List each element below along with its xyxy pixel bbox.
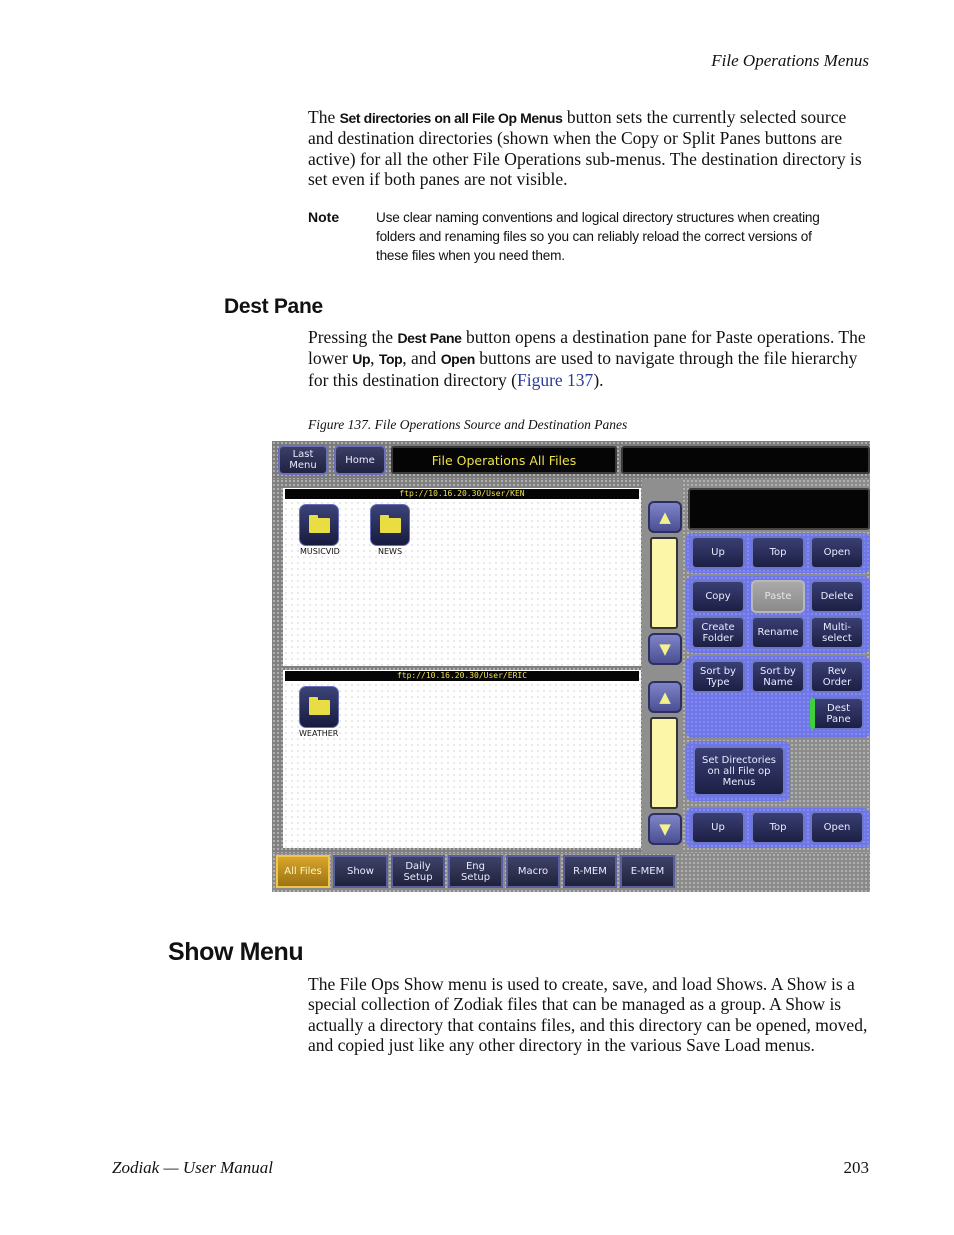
folder-icon[interactable]	[299, 686, 339, 728]
dest-pane-term: Dest Pane	[397, 330, 462, 346]
tab-eng-setup[interactable]: Eng Setup	[448, 855, 503, 888]
text: button opens a destination pane for Paste operations. The lower	[308, 327, 866, 369]
text: ).	[593, 369, 604, 390]
intro-text-rest: button sets the currently selected source and destination directories (shown when the Copy or Split Panes buttons are active) for all the other File Operations sub-menus. The destination directory is set even if both panes are not visible.	[308, 107, 862, 190]
sort-by-name-button[interactable]: Sort by Name	[751, 660, 805, 693]
folder-icon[interactable]	[370, 504, 410, 546]
figure-caption: Figure 137. File Operations Source and Destination Panes	[308, 417, 628, 432]
folder-label: MUSICVID	[300, 547, 340, 556]
dest-up-button[interactable]: Up	[691, 811, 745, 844]
status-display	[621, 446, 870, 474]
dest-pane-button[interactable]: Dest Pane	[810, 697, 864, 730]
rename-button[interactable]: Rename	[751, 616, 805, 649]
destination-path: ftp://10.16.20.30/User/ERIC	[285, 671, 639, 681]
page-number: 203	[843, 1158, 869, 1177]
set-directories-term: Set directories on all File Op Menus	[339, 110, 563, 126]
intro-text: The	[308, 107, 340, 127]
tab-r-mem[interactable]: R-MEM	[563, 855, 617, 888]
sort-by-type-button[interactable]: Sort by Type	[691, 660, 745, 693]
tab-e-mem[interactable]: E-MEM	[620, 855, 675, 888]
up-button[interactable]: Up	[691, 536, 745, 569]
destination-scrollbar[interactable]	[650, 717, 678, 809]
top-button[interactable]: Top	[751, 536, 805, 569]
note-label: Note	[308, 209, 340, 225]
up-term: Up	[352, 351, 371, 368]
folder-label: WEATHER	[299, 729, 339, 738]
dest-pane-heading: Dest Pane	[224, 295, 323, 318]
menu-title: File Operations All Files	[391, 446, 617, 474]
text: Pressing the	[308, 327, 398, 347]
file-operations-screenshot	[272, 441, 870, 892]
figure-link[interactable]: Figure 137	[516, 369, 594, 390]
info-display	[688, 488, 870, 530]
dest-pane-paragraph	[308, 327, 868, 390]
multi-select-button[interactable]: Multi- select	[810, 616, 864, 649]
tab-daily-setup[interactable]: Daily Setup	[391, 855, 445, 888]
show-menu-heading: Show Menu	[168, 938, 304, 966]
scroll-up-icon[interactable]: ▲	[648, 681, 682, 713]
text: buttons are used to navigate through the file hierarchy for this destination directory (	[308, 348, 858, 390]
last-menu-button[interactable]: Last Menu	[278, 445, 328, 475]
scroll-down-icon[interactable]: ▼	[648, 633, 682, 665]
tab-show[interactable]: Show	[333, 855, 388, 888]
tab-all-files[interactable]: All Files	[276, 855, 330, 888]
dest-open-button[interactable]: Open	[810, 811, 864, 844]
dest-top-button[interactable]: Top	[751, 811, 805, 844]
intro-paragraph	[308, 107, 868, 190]
top-term: Top	[378, 351, 403, 368]
footer-title: Zodiak — User Manual	[112, 1158, 274, 1177]
text: ,	[370, 348, 379, 369]
open-button[interactable]: Open	[810, 536, 864, 569]
show-menu-paragraph: The File Ops Show menu is used to create, save, and load Shows. A Show is a special collection of Zodiak files that can be managed as a group. A Show is actually a directory that contains files, and this directory can be opened, moved, and copied just like any other directory in the various Save Load menus.	[308, 974, 868, 1056]
set-directories-button[interactable]: Set Directories on all File op Menus	[693, 746, 785, 796]
create-folder-button[interactable]: Create Folder	[691, 616, 745, 649]
folder-icon[interactable]	[299, 504, 339, 546]
scroll-up-icon[interactable]: ▲	[648, 501, 682, 533]
source-scrollbar[interactable]	[650, 537, 678, 629]
copy-button[interactable]: Copy	[691, 580, 745, 613]
scroll-down-icon[interactable]: ▼	[648, 813, 682, 845]
home-button[interactable]: Home	[334, 445, 386, 475]
source-path: ftp://10.16.20.30/User/KEN	[285, 489, 639, 499]
tab-macro[interactable]: Macro	[506, 855, 560, 888]
rev-order-button[interactable]: Rev Order	[810, 660, 864, 693]
note-text: Use clear naming conventions and logical directory structures when creating folders and renaming files so you can reliably reload the correct versions of these files when you need them.	[376, 210, 820, 263]
running-header: File Operations Menus	[711, 51, 869, 70]
text: , and	[402, 348, 441, 369]
open-term: Open	[440, 351, 475, 368]
paste-button[interactable]: Paste	[751, 580, 805, 613]
folder-label: NEWS	[378, 547, 403, 556]
delete-button[interactable]: Delete	[810, 580, 864, 613]
